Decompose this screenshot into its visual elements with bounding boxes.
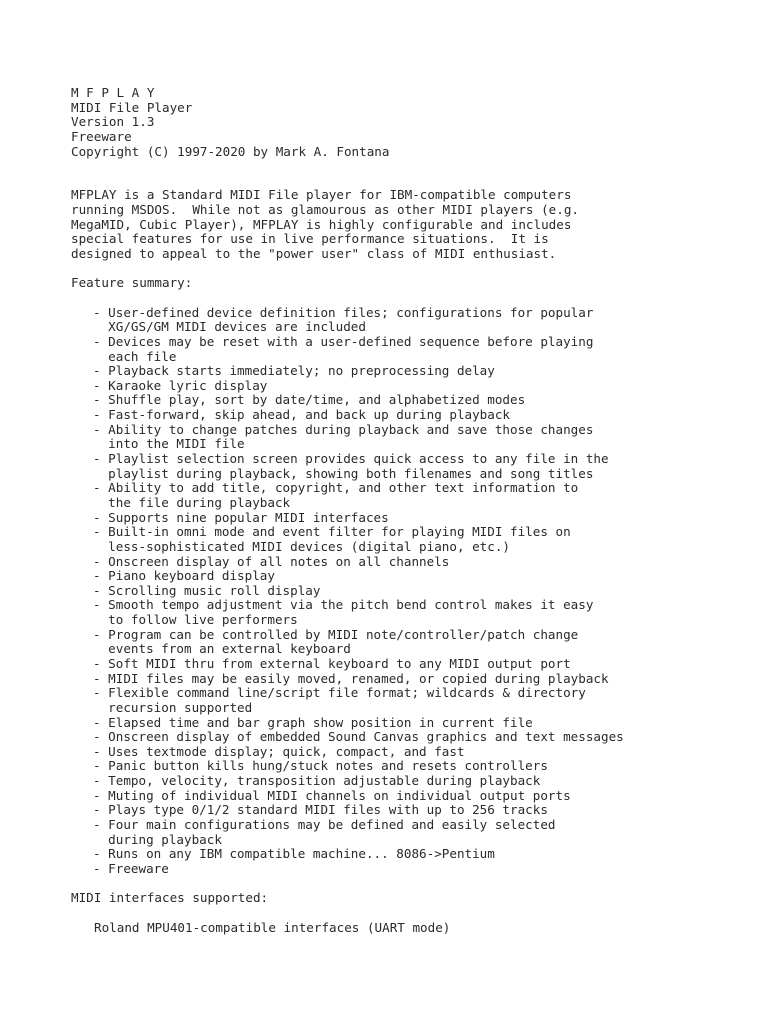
feature-item: XG/GS/GM MIDI devices are included	[93, 319, 366, 335]
doc-subtitle: MIDI File Player	[71, 99, 193, 115]
feature-item: each file	[93, 348, 177, 364]
feature-item: - Elapsed time and bar graph show position in current file	[93, 714, 533, 730]
feature-list	[71, 306, 624, 877]
feature-item: into the MIDI file	[93, 436, 245, 452]
feature-item: - Devices may be reset with a user-defined sequence before playing	[93, 333, 594, 349]
feature-item: - Tempo, velocity, transposition adjustable during playback	[93, 773, 541, 789]
interface-list	[71, 921, 624, 936]
feature-item: - Freeware	[93, 860, 169, 876]
feature-item: - Onscreen display of embedded Sound Canvas graphics and text messages	[93, 729, 624, 745]
feature-item: - Scrolling music roll display	[93, 582, 321, 598]
spacer	[71, 906, 624, 921]
feature-item: recursion supported	[93, 699, 253, 715]
feature-item: - MIDI files may be easily moved, renamed, or copied during playback	[93, 670, 609, 686]
document-text	[71, 86, 624, 935]
feature-item: playlist during playback, showing both filenames and song titles	[93, 465, 594, 481]
feature-item: - Ability to add title, copyright, and other text information to	[93, 480, 579, 496]
feature-item: - Piano keyboard display	[93, 568, 275, 584]
feature-item: - Karaoke lyric display	[93, 377, 268, 393]
intro-paragraph	[71, 188, 624, 261]
feature-item: the file during playback	[93, 494, 291, 510]
feature-item: - Flexible command line/script file format; wildcards & directory	[93, 685, 586, 701]
spacer	[71, 291, 624, 306]
interface-item: Roland MPU401-compatible interfaces (UART mode)	[94, 919, 451, 935]
doc-copyright: Copyright (C) 1997-2020 by Mark A. Fontana	[71, 143, 390, 159]
doc-license: Freeware	[71, 128, 132, 144]
spacer	[71, 159, 624, 174]
feature-item: - Runs on any IBM compatible machine... 8086->Pentium	[93, 846, 495, 862]
feature-item: - Supports nine popular MIDI interfaces	[93, 509, 389, 525]
doc-title: M F P L A Y	[71, 85, 155, 100]
feature-item: less-sophisticated MIDI devices (digital piano, etc.)	[93, 538, 511, 554]
feature-item: - Built-in omni mode and event filter for playing MIDI files on	[93, 524, 571, 540]
feature-item: - Soft MIDI thru from external keyboard to any MIDI output port	[93, 655, 571, 671]
feature-item: events from an external keyboard	[93, 641, 351, 657]
feature-item: - Shuffle play, sort by date/time, and alphabetized modes	[93, 392, 526, 408]
feature-item: - Program can be controlled by MIDI note/controller/patch change	[93, 626, 579, 642]
feature-item: - User-defined device definition files; configurations for popular	[93, 304, 594, 320]
feature-item: - Smooth tempo adjustment via the pitch bend control makes it easy	[93, 597, 594, 613]
spacer	[71, 174, 624, 189]
feature-item: - Fast-forward, skip ahead, and back up during playback	[93, 407, 511, 423]
feature-item: - Four main configurations may be defined and easily selected	[93, 817, 556, 833]
feature-item: - Plays type 0/1/2 standard MIDI files with up to 256 tracks	[93, 802, 548, 818]
intro-line: MFPLAY is a Standard MIDI File player for IBM-compatible computers	[71, 187, 572, 203]
feature-heading: Feature summary:	[71, 275, 193, 291]
feature-item: - Onscreen display of all notes on all channels	[93, 553, 450, 569]
feature-item: during playback	[93, 831, 222, 847]
intro-line: special features for use in live performance situations. It is	[71, 231, 549, 247]
interfaces-heading: MIDI interfaces supported:	[71, 890, 269, 906]
feature-item: - Ability to change patches during playback and save those changes	[93, 421, 594, 437]
feature-item: - Uses textmode display; quick, compact, and fast	[93, 743, 465, 759]
intro-line: running MSDOS. While not as glamourous as other MIDI players (e.g.	[71, 202, 579, 218]
spacer	[71, 262, 624, 277]
doc-version: Version 1.3	[71, 114, 155, 130]
spacer	[71, 877, 624, 892]
feature-item: - Muting of individual MIDI channels on individual output ports	[93, 787, 571, 803]
feature-item: - Panic button kills hung/stuck notes and resets controllers	[93, 758, 548, 774]
feature-item: to follow live performers	[93, 612, 298, 628]
intro-line: MegaMID, Cubic Player), MFPLAY is highly configurable and includes	[71, 216, 572, 232]
feature-item: - Playback starts immediately; no preprocessing delay	[93, 363, 495, 379]
feature-item: - Playlist selection screen provides quick access to any file in the	[93, 451, 609, 467]
intro-line: designed to appeal to the "power user" class of MIDI enthusiast.	[71, 246, 557, 262]
